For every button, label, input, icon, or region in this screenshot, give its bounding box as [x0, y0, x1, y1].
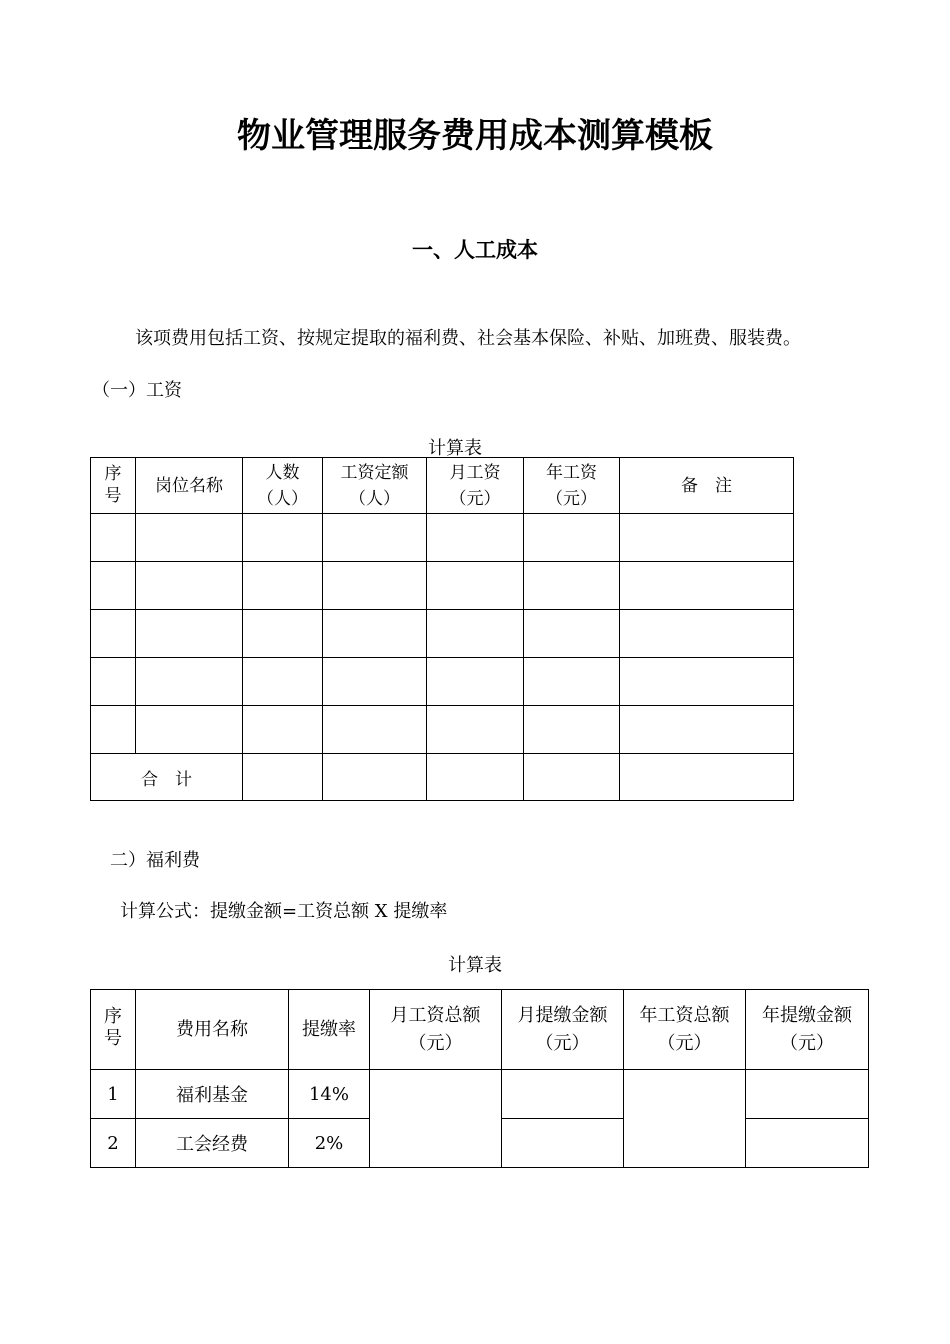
header-monthly — [427, 458, 524, 514]
cell[interactable] — [746, 1119, 869, 1168]
header-annual-total-l2: （元） — [657, 1032, 712, 1054]
intro-paragraph: 该项费用包括工资、按规定提取的福利费、社会基本保险、补贴、加班费、服装费。 — [135, 328, 801, 349]
wages-table-caption: 计算表 — [428, 438, 482, 459]
cell[interactable] — [620, 514, 794, 562]
header-monthly-total — [370, 990, 502, 1070]
cell[interactable] — [243, 610, 323, 658]
cell[interactable] — [502, 1119, 624, 1168]
header-seq-label: 序号 — [103, 1006, 122, 1049]
cell[interactable] — [524, 562, 620, 610]
cell[interactable] — [524, 514, 620, 562]
header-monthly-l1: 月工资 — [449, 462, 501, 483]
welfare-header-row — [91, 990, 869, 1070]
cell[interactable] — [427, 562, 524, 610]
cell[interactable] — [427, 514, 524, 562]
section-heading: 一、人工成本 — [412, 238, 538, 262]
cell[interactable] — [323, 754, 427, 801]
header-seq — [91, 458, 136, 514]
cell[interactable] — [620, 610, 794, 658]
cell[interactable] — [524, 754, 620, 801]
table-row — [91, 514, 794, 562]
header-monthly-amount — [502, 990, 624, 1070]
cell[interactable] — [323, 562, 427, 610]
cell[interactable] — [502, 1070, 624, 1119]
cell[interactable] — [136, 658, 243, 706]
cell[interactable] — [524, 706, 620, 754]
header-seq-label: 序号 — [104, 463, 122, 506]
table-row — [91, 562, 794, 610]
cell[interactable] — [620, 658, 794, 706]
row-rate: 2% — [289, 1119, 370, 1168]
table-row — [91, 1070, 869, 1119]
cell-annual-total[interactable] — [624, 1070, 746, 1168]
cell[interactable] — [136, 562, 243, 610]
cell[interactable] — [243, 562, 323, 610]
cell[interactable] — [620, 562, 794, 610]
cell[interactable] — [243, 754, 323, 801]
cell[interactable] — [91, 706, 136, 754]
header-position: 岗位名称 — [136, 458, 243, 514]
row-name: 福利基金 — [136, 1070, 289, 1119]
table-row — [91, 658, 794, 706]
total-label: 合 计 — [91, 754, 243, 801]
cell[interactable] — [323, 610, 427, 658]
header-headcount-l2: （人） — [257, 488, 308, 509]
cell[interactable] — [323, 706, 427, 754]
cell[interactable] — [427, 658, 524, 706]
header-quota-l2: （人） — [349, 488, 400, 509]
cell[interactable] — [427, 610, 524, 658]
cell[interactable] — [323, 514, 427, 562]
cell[interactable] — [136, 706, 243, 754]
cell[interactable] — [136, 610, 243, 658]
row-seq: 1 — [91, 1070, 136, 1119]
header-annual-total — [624, 990, 746, 1070]
wages-header-row — [91, 458, 794, 514]
wages-table — [90, 457, 794, 801]
table-row — [91, 610, 794, 658]
wages-subheading: （一）工资 — [92, 380, 182, 401]
header-monthly-total-l1: 月工资总额 — [390, 1004, 481, 1026]
cell[interactable] — [620, 706, 794, 754]
header-annual-amount — [746, 990, 869, 1070]
cell[interactable] — [427, 754, 524, 801]
cell[interactable] — [746, 1070, 869, 1119]
header-monthly-amount-l2: （元） — [535, 1032, 590, 1054]
header-monthly-amount-l1: 月提缴金额 — [517, 1004, 608, 1026]
cell[interactable] — [91, 658, 136, 706]
cell[interactable] — [91, 514, 136, 562]
header-annual-total-l1: 年工资总额 — [639, 1004, 730, 1026]
header-seq — [91, 990, 136, 1070]
cell[interactable] — [620, 754, 794, 801]
welfare-table-caption: 计算表 — [448, 955, 502, 976]
cell[interactable] — [243, 658, 323, 706]
header-monthly-l2: （元） — [449, 488, 501, 509]
document-title: 物业管理服务费用成本测算模板 — [237, 116, 713, 156]
cell[interactable] — [136, 514, 243, 562]
cell[interactable] — [243, 514, 323, 562]
header-quota-l1: 工资定额 — [340, 462, 409, 483]
header-headcount-l1: 人数 — [265, 462, 300, 483]
welfare-formula: 计算公式：提缴金额=工资总额 X 提缴率 — [120, 901, 448, 922]
header-name: 费用名称 — [136, 990, 289, 1070]
header-annual-amount-l1: 年提缴金额 — [762, 1004, 852, 1026]
header-quota — [323, 458, 427, 514]
row-rate: 14% — [289, 1070, 370, 1119]
header-headcount — [243, 458, 323, 514]
total-row — [91, 754, 794, 801]
cell[interactable] — [323, 658, 427, 706]
header-annual-amount-l2: （元） — [780, 1032, 834, 1054]
cell[interactable] — [243, 706, 323, 754]
header-annual-l1: 年工资 — [546, 462, 597, 483]
header-annual-l2: （元） — [546, 488, 597, 509]
welfare-subheading: 二）福利费 — [110, 850, 200, 871]
cell[interactable] — [91, 562, 136, 610]
cell[interactable] — [524, 658, 620, 706]
row-name: 工会经费 — [136, 1119, 289, 1168]
table-row — [91, 706, 794, 754]
header-remarks: 备 注 — [620, 458, 794, 514]
cell[interactable] — [91, 610, 136, 658]
header-rate: 提缴率 — [289, 990, 370, 1070]
cell-monthly-total[interactable] — [370, 1070, 502, 1168]
row-seq: 2 — [91, 1119, 136, 1168]
cell[interactable] — [427, 706, 524, 754]
header-annual — [524, 458, 620, 514]
header-monthly-total-l2: （元） — [408, 1032, 463, 1054]
welfare-table — [90, 989, 869, 1168]
cell[interactable] — [524, 610, 620, 658]
